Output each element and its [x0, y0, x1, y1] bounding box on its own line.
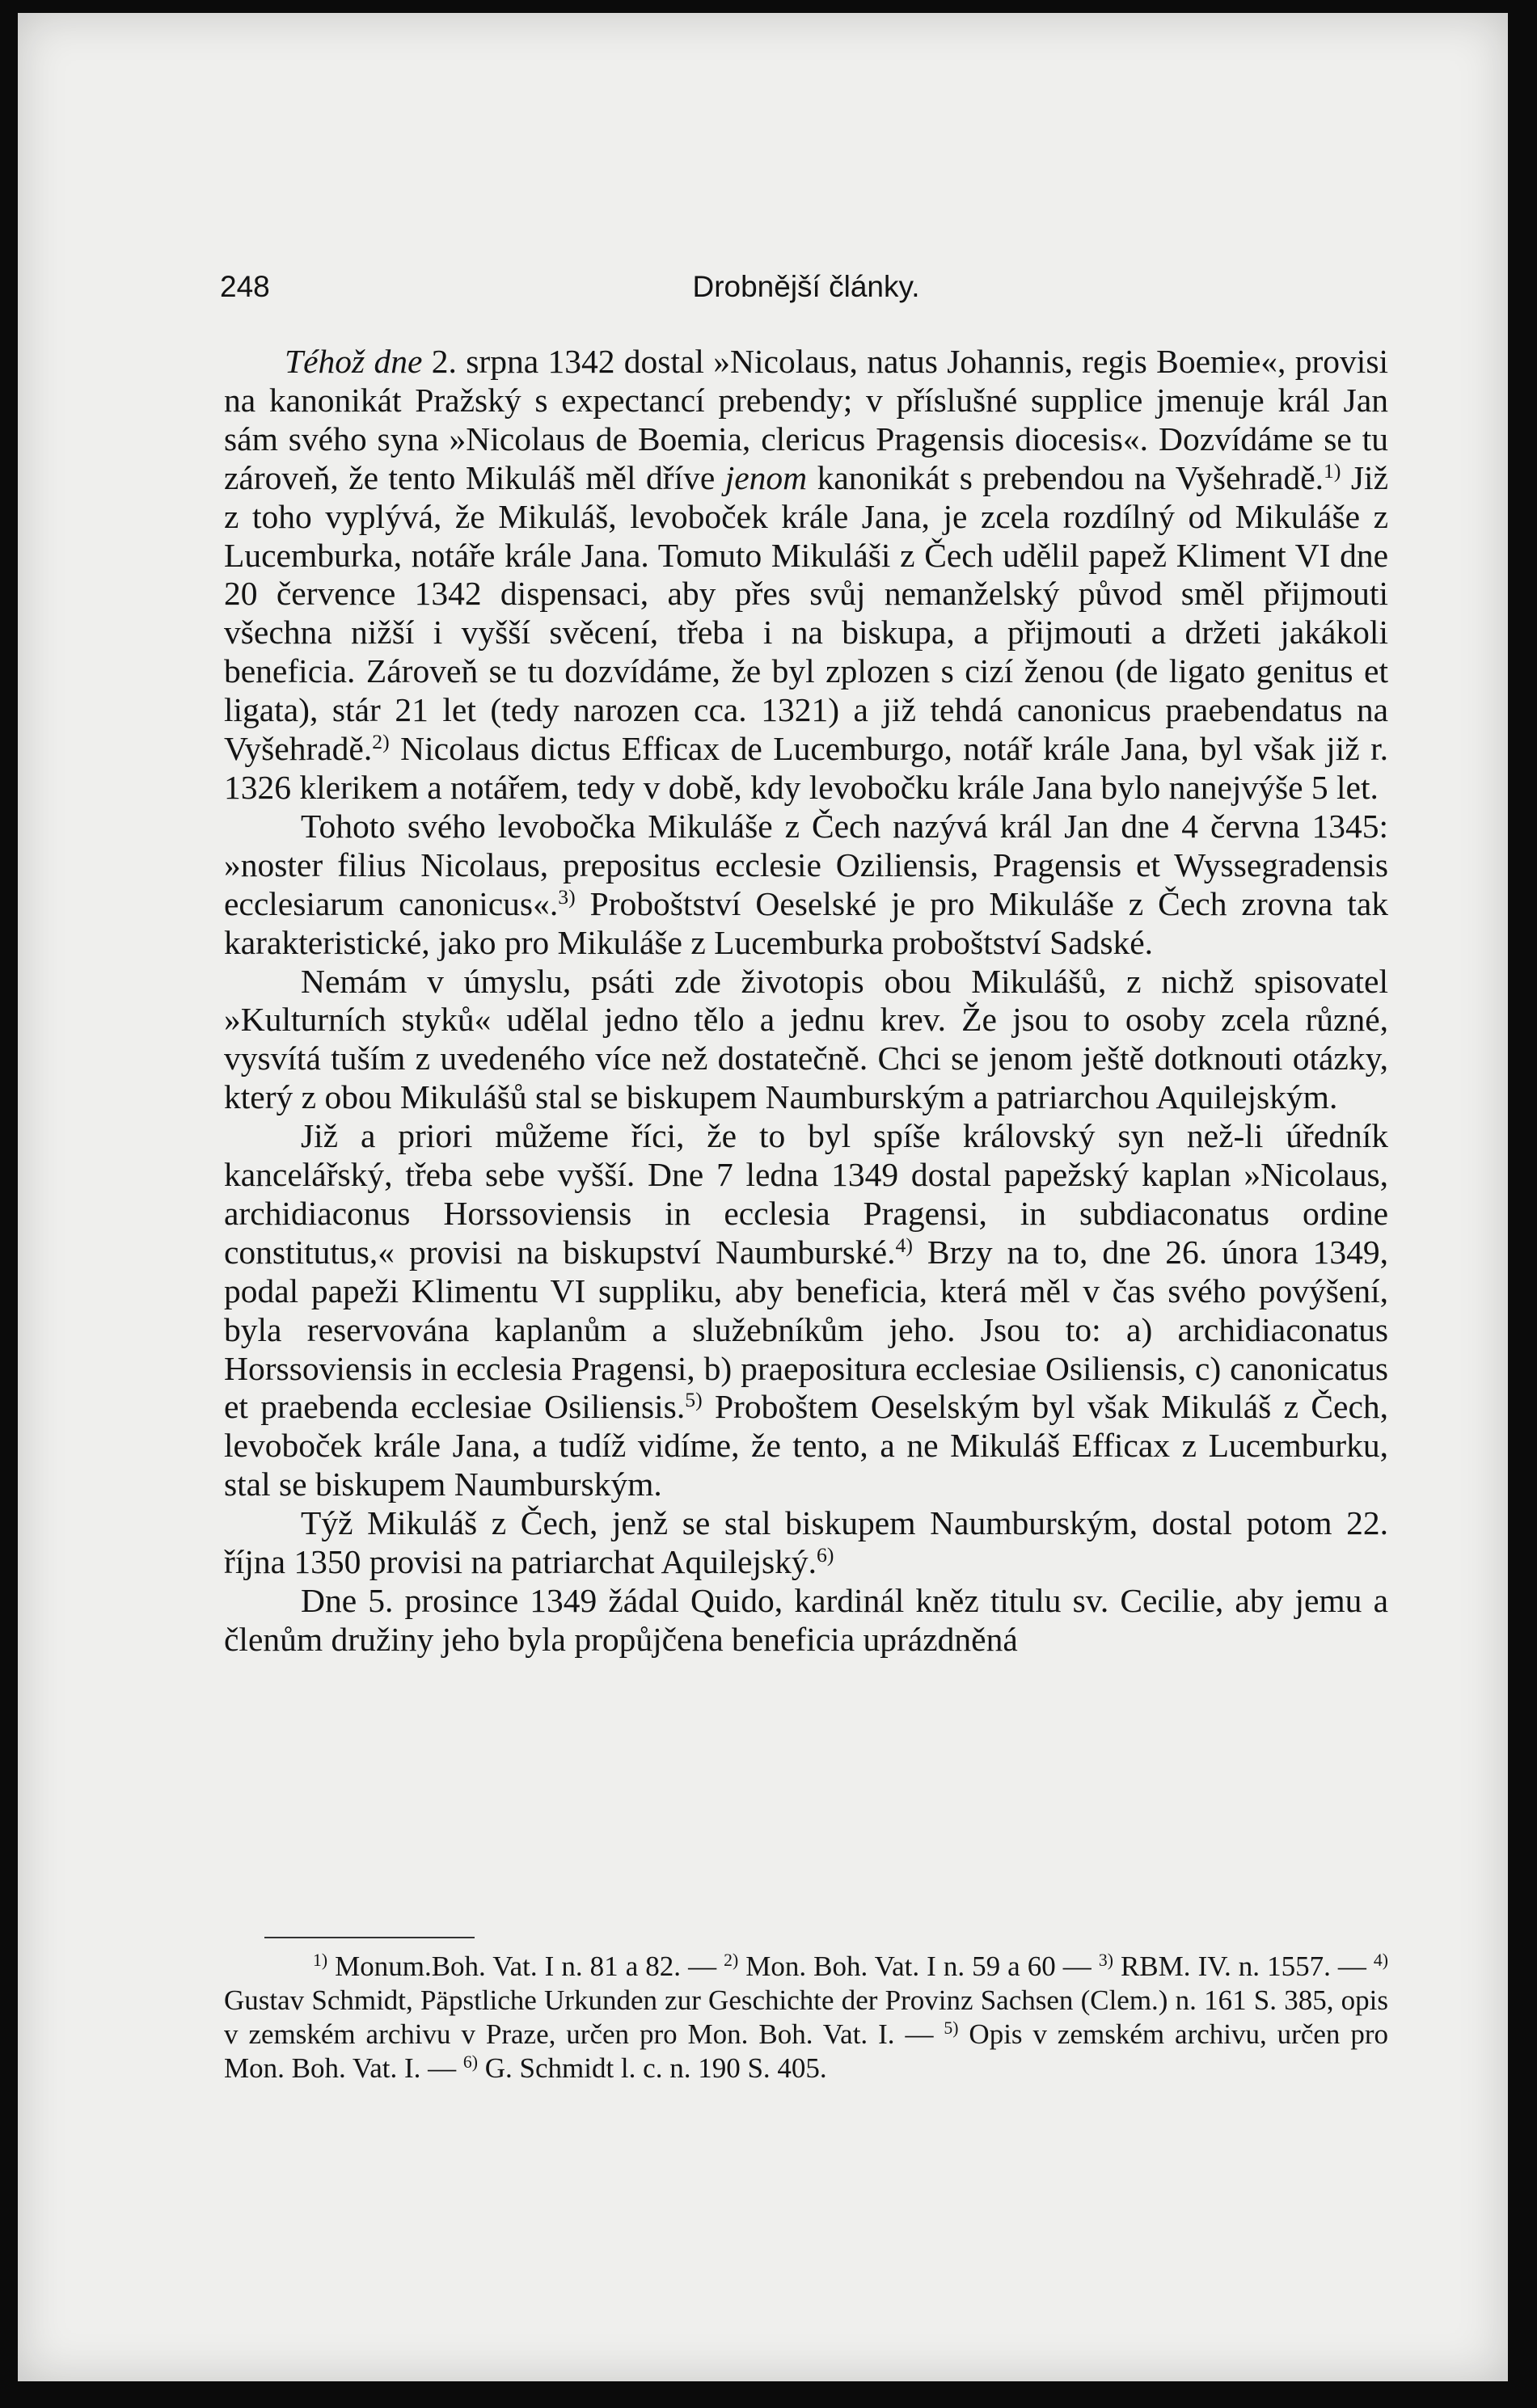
footnote-text: G. Schmidt l. c. n. 190 S. 405. — [477, 2052, 827, 2084]
text-run: kanonikát s prebendou na Vyšehradě. — [807, 458, 1324, 496]
footnotes — [224, 1950, 1388, 2085]
running-title: Drobnější články. — [692, 270, 920, 303]
footnote-text: Mon. Boh. Vat. I n. 59 a 60 — — [738, 1950, 1099, 1982]
footnote-mark: 1) — [313, 1950, 328, 1971]
text-run: Týž Mikuláš z Čech, jenž se stal biskupem Naumburským, dostal potom 22. října 1350 provisi na patriarchat Aquilejský. — [224, 1504, 1388, 1581]
footnote-separator — [264, 1937, 475, 1938]
footnote-mark: 5) — [944, 2018, 959, 2039]
footnote-block — [224, 1950, 1388, 2085]
footnote-text: Monum.Boh. Vat. I n. 81 a 82. — — [327, 1950, 724, 1982]
footnote-ref-5[interactable]: 5) — [685, 1388, 703, 1412]
text-run: Proboštství Oeselské je pro Mikuláše z Čech zrovna tak karakteristické, jako pro Mikuláše z Lucemburka proboštství Sadské. — [224, 884, 1388, 961]
footnote-ref-2[interactable]: 2) — [372, 729, 390, 753]
text-run: Brzy na to, dne 26. února 1349, podal papeži Klimentu VI suppliku, aby beneficia, která měl v čas svého povýšení, byla reservována kaplanům a služebníkům jeho. Jsou to: a) archidiaconatus Horssoviensis in ecclesia Pragensi, b) praepositura ecclesiae Osiliensis, c) canonicatus et praebenda ecclesiae Osiliensis. — [224, 1233, 1389, 1426]
text-run: Tohoto svého levobočka Mikuláše z Čech nazývá král Jan dne 4 června 1345: »noster filius Nicolaus, prepositus ecclesie Oziliensis, Pragensis et Wyssegradensis ecclesiarum canonicus«. — [224, 807, 1388, 922]
paragraph-2 — [224, 808, 1388, 963]
footnote-3 — [1099, 1950, 1374, 1982]
footnote-ref-4[interactable]: 4) — [895, 1233, 913, 1257]
footnote-2 — [724, 1950, 1099, 1982]
text-run: 2. srpna 1342 dostal »Nicolaus, natus Johannis, regis Boemie«, provisi na kanonikát Pražský s expectancí prebendy; v příslušné supplice jmenuje král Jan sám svého syna »Nicolaus de Boemia, clericus Pragensis diocesis«. Dozvídáme se tu zároveň, že tento Mikuláš měl dříve — [224, 343, 1388, 496]
page-number: 248 — [220, 270, 270, 303]
italic-phrase: Téhož dne — [285, 343, 423, 380]
text-run: Již a priori můžeme říci, že to byl spíše královský syn než-li úředník kancelářský, třeba sebe vyšší. Dne 7 ledna 1349 dostal papežský kaplan »Nicolaus, archidiaconus Horssoviensis in ecclesia Pragensi, in subdiaconatus ordine constitutus,« provisi na biskupství Naumburské. — [224, 1117, 1388, 1271]
italic-word: jenom — [724, 458, 808, 496]
paragraph-4 — [224, 1117, 1388, 1504]
paragraph-1 — [224, 343, 1388, 808]
footnote-text: Gustav Schmidt, Päpstliche Urkunden zur Geschichte der Provinz Sachsen (Clem.) n. 161 S. 385, opis v zemském archivu v Praze, určen pro Mon. Boh. Vat. I. — — [224, 1984, 1388, 2050]
page-header — [220, 270, 1392, 312]
text-run: Proboštem Oeselským byl však Mikuláš z Čech, levoboček krále Jana, a tudíž vidíme, že tento, a ne Mikuláš Efficax z Lucemburku, stal se biskupem Naumburským. — [224, 1388, 1388, 1503]
text-run: Nicolaus dictus Efficax de Lucemburgo, notář krále Jana, byl však již r. 1326 klerikem a notářem, tedy v době, kdy levobočku krále Jana bylo nanejvýše 5 let. — [224, 730, 1388, 806]
main-text — [224, 343, 1388, 1659]
text-run: Dne 5. prosince 1349 žádal Quido, kardinál kněz titulu sv. Cecilie, aby jemu a členům družiny jeho byla propůjčena beneficia uprázdněná — [224, 1582, 1388, 1658]
footnote-1 — [313, 1950, 724, 1982]
paragraph-5 — [224, 1504, 1388, 1582]
footnote-ref-1[interactable]: 1) — [1324, 458, 1341, 483]
footnote-mark: 4) — [1373, 1950, 1388, 1971]
paragraph-6 — [224, 1582, 1388, 1659]
footnote-mark: 3) — [1098, 1950, 1113, 1971]
book-page — [18, 13, 1508, 2381]
footnote-text: RBM. IV. n. 1557. — — [1113, 1950, 1374, 1982]
footnote-mark: 6) — [462, 2052, 478, 2073]
text-run: Nemám v úmyslu, psáti zde životopis obou Mikulášů, z nichž spisovatel »Kulturních styků« udělal jedno tělo a jednu krev. Že jsou to osoby zcela různé, vysvítá tuším z uvedeného více než dostatečně. Chci se jenom ještě dotknouti otázky, který z obou Mikulášů stal se biskupem Naumburským a patriarchou Aquilejským. — [224, 962, 1388, 1116]
footnote-6 — [463, 2052, 827, 2084]
footnote-mark: 2) — [724, 1950, 739, 1971]
text-run: Již z toho vyplývá, že Mikuláš, levoboček krále Jana, je zcela rozdílný od Mikuláše z Lucemburka, notáře krále Jana. Tomuto Mikuláši z Čech udělil papež Kliment VI dne 20 července 1342 dispensaci, aby přes svůj nemanželský původ směl přijmouti všechna nižší i vyšší svěcení, třeba i na biskupa, a přijmouti a držeti jakákoli beneficia. Zároveň se tu dozvídáme, že byl zplozen s cizí ženou (de ligato genitus et ligata), stár 21 let (tedy narozen cca. 1321) a již tehdá canonicus praebendatus na Vyšehradě. — [224, 458, 1388, 768]
footnote-text: Opis v zemském archivu, určen pro Mon. Boh. Vat. I. — — [224, 2018, 1388, 2084]
footnote-ref-3[interactable]: 3) — [558, 884, 576, 909]
footnote-ref-6[interactable]: 6) — [817, 1542, 834, 1567]
paragraph-3 — [224, 963, 1388, 1118]
